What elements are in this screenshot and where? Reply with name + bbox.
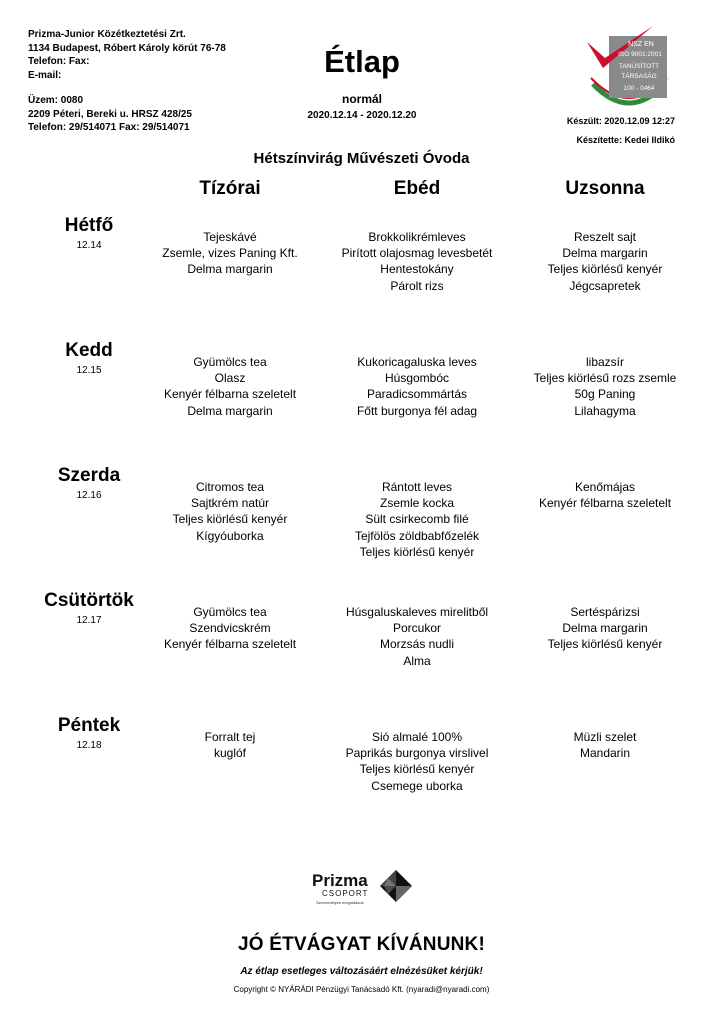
- day-date: 12.16: [76, 490, 102, 501]
- day-name: Péntek: [57, 715, 121, 736]
- change-notice: Az étlap esetleges változásáért elnézésüket kérjük!: [240, 966, 483, 977]
- menu-item: Sió almalé 100%: [371, 730, 463, 744]
- menu-item: Delma margarin: [187, 262, 273, 277]
- date-range: 2020.12.14 - 2020.12.20: [307, 110, 417, 121]
- iso-certificate-seal: [583, 22, 675, 114]
- menu-item: Delma margarin: [187, 403, 273, 418]
- day-date: 12.15: [76, 365, 102, 376]
- menu-item: Porcukor: [392, 621, 442, 636]
- menu-item: Teljes kiörlésű rozs zsemle: [533, 371, 677, 386]
- company-phone-fax: Telefon: Fax:: [28, 56, 90, 67]
- unit-info: [28, 94, 192, 135]
- menu-item: Csemege uborka: [371, 778, 463, 793]
- menu-item: Zsemle, vizes Paning Kft.: [162, 246, 298, 261]
- page-title: Étlap: [324, 44, 400, 79]
- menu-cell-uzsonna: [495, 604, 715, 653]
- menu-cell-uzsonna: [495, 229, 715, 294]
- menu-item: Sertéspárizsi: [570, 605, 640, 619]
- cert-line1: NSZ EN: [628, 41, 654, 48]
- menu-item: Húsgaluskaleves mirelitből: [345, 605, 489, 619]
- menu-item: Párolt rizs: [390, 278, 444, 293]
- menu-cell-ebed: [307, 604, 527, 669]
- prizma-logo-icon: [312, 866, 412, 916]
- day-date: 12.18: [76, 740, 102, 751]
- menu-item: Kenyér félbarna szeletelt: [538, 496, 672, 511]
- menu-item: Kukoricagaluska leves: [357, 355, 477, 369]
- menu-item: Delma margarin: [562, 246, 648, 261]
- day-date: 12.14: [76, 240, 102, 251]
- menu-item: Morzsás nudli: [379, 637, 455, 652]
- bon-appetit-message: JÓ ÉTVÁGYAT KÍVÁNUNK!: [237, 934, 485, 955]
- menu-item: Müzli szelet: [573, 730, 637, 744]
- cert-line2: ISO 9001:2001: [618, 51, 662, 58]
- menu-item: Teljes kiörlésű kenyér: [359, 762, 475, 777]
- menu-cell-uzsonna: [495, 354, 715, 419]
- menu-item: Kenőmájas: [574, 480, 636, 494]
- menu-item: libazsír: [585, 355, 624, 369]
- menu-item: Pirított olajosmag levesbetét: [341, 246, 493, 261]
- menu-item: Teljes kiörlésű kenyér: [547, 637, 663, 652]
- menu-item: Lilahagyma: [574, 403, 636, 418]
- company-name: Prizma-Junior Közétkeztetési Zrt.: [28, 29, 186, 40]
- menu-item: Gyümölcs tea: [193, 355, 267, 369]
- company-info: [28, 28, 226, 82]
- menu-item: Húsgombóc: [384, 371, 450, 386]
- menu-item: Tejfölös zöldbabfőzelék: [354, 528, 480, 543]
- menu-item: Citromos tea: [195, 480, 265, 494]
- menu-item: 50g Paning: [574, 387, 636, 402]
- menu-cell-uzsonna: [495, 479, 715, 511]
- menu-cell-ebed: [307, 229, 527, 294]
- menu-cell-ebed: [307, 479, 527, 560]
- column-header-tizorai: Tízórai: [199, 178, 261, 199]
- menu-item: Reszelt sajt: [573, 230, 637, 244]
- menu-item: Alma: [403, 653, 431, 668]
- menu-item: Tejeskávé: [203, 230, 257, 244]
- menu-item: Brokkolikrémleves: [368, 230, 466, 244]
- menu-item: Forralt tej: [204, 730, 256, 744]
- menu-cell-ebed: [307, 354, 527, 419]
- menu-item: kuglóf: [213, 746, 247, 761]
- logo-group: CSOPORT: [322, 889, 369, 898]
- unit-id: Üzem: 0080: [28, 95, 84, 106]
- menu-item: Olasz: [214, 371, 246, 386]
- created-timestamp: Készült: 2020.12.09 12:27: [566, 116, 675, 126]
- day-name: Hétfő: [64, 215, 114, 236]
- column-header-uzsonna: Uzsonna: [565, 178, 645, 199]
- menu-item: Paprikás burgonya virslivel: [345, 746, 489, 761]
- certificate-icon: [583, 22, 675, 114]
- menu-item: Rántott leves: [381, 480, 453, 494]
- prizma-logo: [312, 866, 412, 916]
- cert-line3: TANÚSÍTOTT: [618, 63, 660, 70]
- company-address: 1134 Budapest, Róbert Károly körút 76-78: [28, 42, 226, 54]
- day-name: Szerda: [57, 465, 121, 486]
- menu-cell-uzsonna: [495, 729, 715, 761]
- menu-item: Kenyér félbarna szeletelt: [163, 637, 297, 652]
- day-name: Csütörtök: [44, 590, 134, 611]
- author: Készítette: Kedei Ildikó: [576, 135, 675, 145]
- unit-address: 2209 Péteri, Bereki u. HRSZ 428/25: [28, 108, 192, 120]
- logo-brand: Prizma: [312, 871, 368, 890]
- menu-item: Szendvicskrém: [189, 621, 271, 636]
- menu-item: Delma margarin: [562, 621, 648, 636]
- company-email: E-mail:: [28, 69, 62, 81]
- document-meta: [540, 112, 675, 150]
- menu-item: Sült csirkecomb filé: [365, 512, 469, 527]
- menu-type: normál: [341, 92, 382, 106]
- logo-tagline: Szenvedélyes megoldások: [316, 900, 364, 905]
- menu-item: Gyümölcs tea: [193, 605, 267, 619]
- copyright: Copyright © NYÁRÁDI Pénzügyi Tanácsadó Kft. (nyaradi@nyaradi.com): [233, 985, 490, 994]
- menu-item: Kígyóuborka: [196, 528, 264, 543]
- institution-name: Hétszínvirág Művészeti Óvoda: [253, 150, 470, 167]
- menu-item: Zsemle kocka: [379, 496, 455, 511]
- menu-item: Hentestokány: [380, 262, 454, 277]
- menu-item: Teljes kiörlésű kenyér: [359, 544, 475, 559]
- cert-line5: 100 - 0464: [623, 85, 655, 92]
- day-date: 12.17: [76, 615, 102, 626]
- day-name: Kedd: [65, 340, 113, 361]
- menu-item: Paradicsommártás: [366, 387, 468, 402]
- cert-line4: TÁRSASÁG: [621, 73, 657, 80]
- column-header-ebed: Ebéd: [393, 178, 441, 199]
- menu-item: Kenyér félbarna szeletelt: [163, 387, 297, 402]
- menu-item: Teljes kiörlésű kenyér: [547, 262, 663, 277]
- menu-item: Teljes kiörlésű kenyér: [172, 512, 288, 527]
- menu-item: Sajtkrém natúr: [190, 496, 270, 511]
- unit-phone-fax: Telefon: 29/514071 Fax: 29/514071: [28, 122, 190, 133]
- menu-item: Főtt burgonya fél adag: [356, 403, 478, 418]
- menu-cell-ebed: [307, 729, 527, 794]
- menu-item: Mandarin: [579, 746, 631, 761]
- menu-item: Jégcsapretek: [569, 278, 641, 293]
